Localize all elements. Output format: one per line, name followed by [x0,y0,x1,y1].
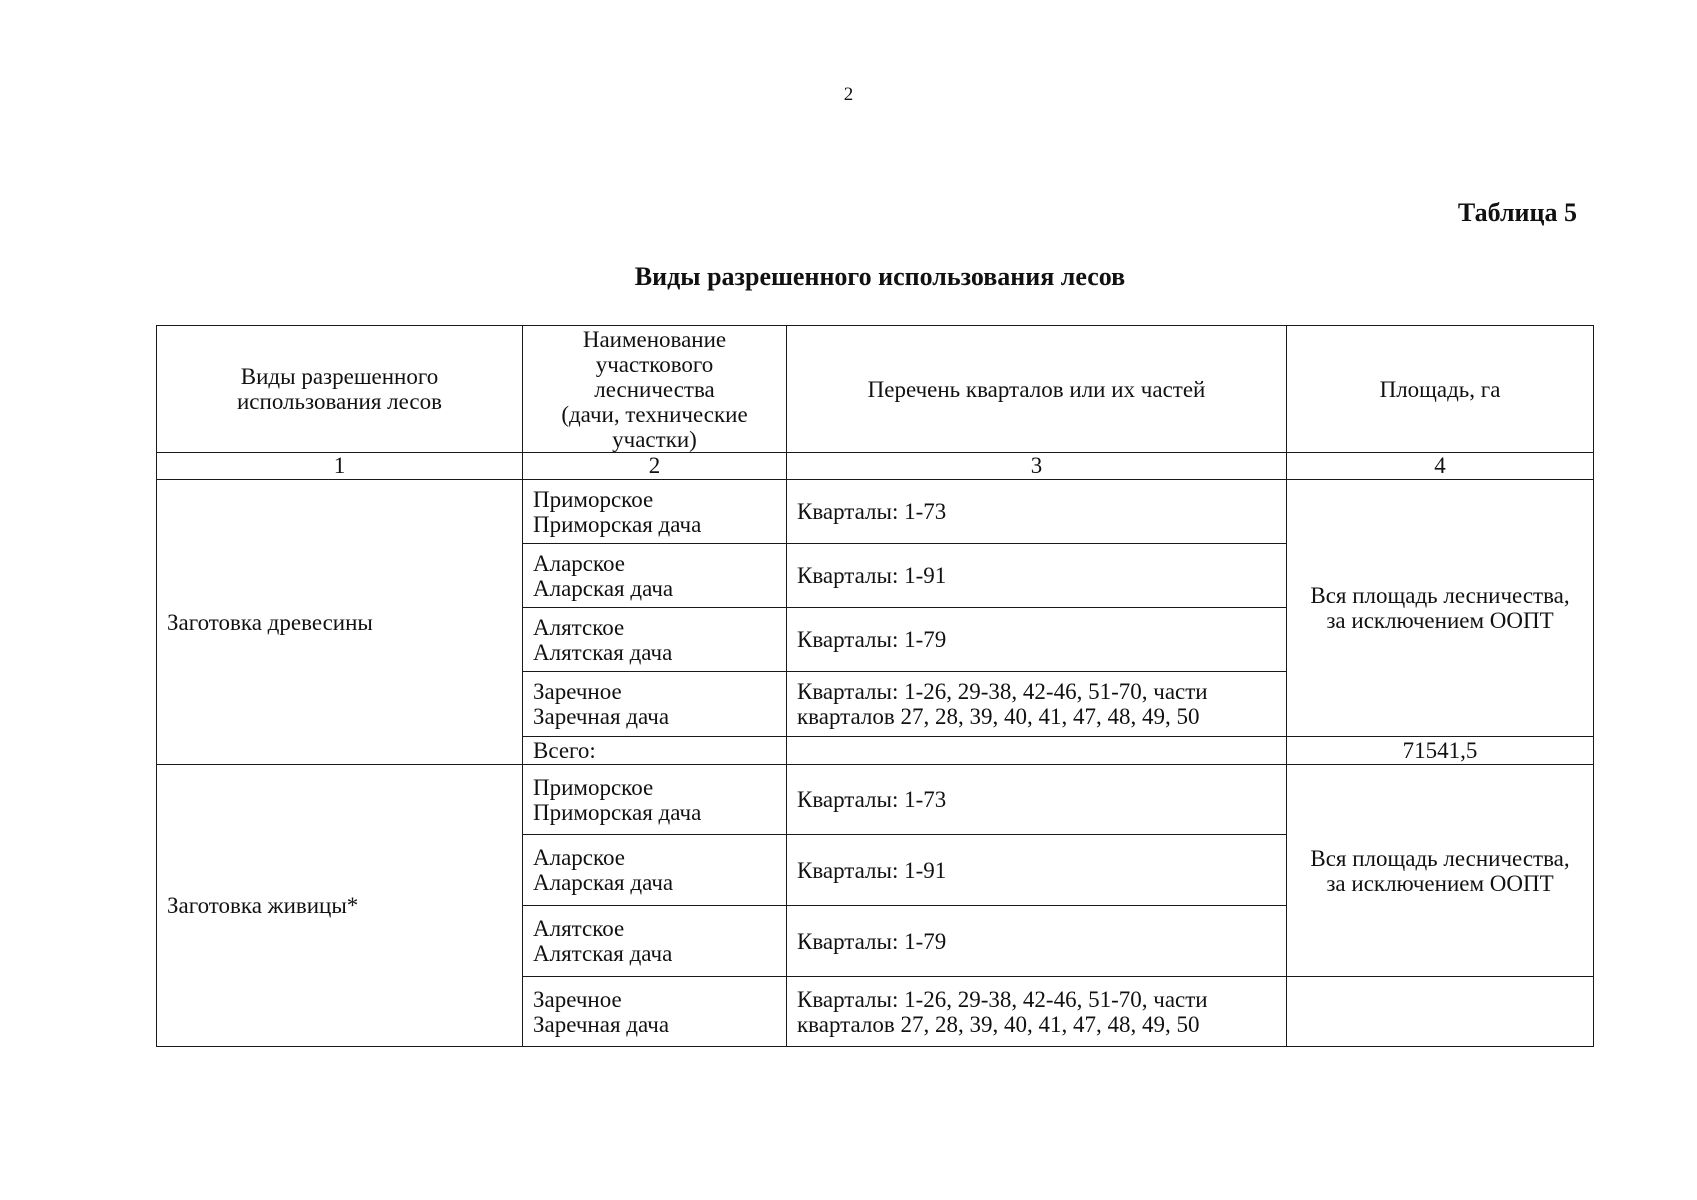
table-row [157,480,1594,544]
quarters-text: Кварталы: 1-79 [797,627,947,652]
dacha-name: Алятская дача [533,941,673,966]
column-number: 2 [523,453,787,480]
column-number-row [157,453,1594,480]
quarters-cell [787,765,1287,835]
header-forestry-line: лесничества [594,376,715,402]
table-row [157,765,1594,835]
forestry-cell [523,544,787,608]
forestry-cell [523,672,787,737]
quarters-text: Кварталы: 1-26, 29-38, 42-46, 51-70, части [797,986,1208,1012]
forestry-cell [523,480,787,544]
table-title: Виды разрешенного использования лесов [634,262,1126,291]
dacha-name: Приморская дача [533,511,702,537]
quarters-text: кварталов 27, 28, 39, 40, 41, 47, 48, 49, 50 [797,1011,1200,1037]
activity-cell: Заготовка живицы* [157,765,523,1047]
header-forestry-name [523,326,787,453]
dacha-name: Алятская дача [533,639,673,665]
area-note-line: за исключением ООПТ [1326,608,1554,633]
activity-cell: Заготовка древесины [157,480,523,765]
area-note-line: за исключением ООПТ [1326,870,1554,896]
forestry-name: Алятское [533,916,625,941]
area-note-cell [1287,765,1594,977]
area-note-line: Вся площадь лесничества, [1310,845,1570,871]
dacha-name: Заречная дача [533,1011,670,1037]
quarters-cell [787,672,1287,737]
area-empty-cell [1287,977,1594,1047]
table-number: Таблица 5 [1457,198,1577,227]
table-header-row [157,326,1594,453]
column-number: 3 [787,453,1287,480]
forestry-name: Аларское [533,550,625,576]
header-forestry-line: (дачи, технические [561,401,748,427]
forest-use-table [156,325,1594,1047]
quarters-cell [787,835,1287,906]
forestry-cell [523,765,787,835]
dacha-name: Аларская дача [533,870,674,895]
forestry-cell [523,906,787,977]
forestry-name: Аларское [533,845,625,870]
quarters-text: Кварталы: 1-79 [797,928,947,954]
area-note-cell [1287,480,1594,737]
header-forestry-line: Наименование [582,326,727,352]
total-label: Всего: [523,737,787,765]
forestry-cell [523,835,787,906]
header-forestry-line: участкового [595,351,714,377]
quarters-text: кварталов 27, 28, 39, 40, 41, 47, 48, 49, 50 [797,704,1200,729]
header-forestry-line: участки) [612,426,697,452]
header-quarters-list: Перечень кварталов или их частей [787,326,1287,453]
quarters-text: Кварталы: 1-91 [797,857,947,883]
forestry-name: Приморское [533,486,654,512]
quarters-text: Кварталы: 1-73 [797,499,947,524]
quarters-text: Кварталы: 1-26, 29-38, 42-46, 51-70, части [797,679,1208,704]
quarters-cell [787,977,1287,1047]
header-use-types-line: Виды разрешенного [240,364,439,389]
quarters-cell [787,480,1287,544]
quarters-cell [787,544,1287,608]
dacha-name: Заречная дача [533,704,670,729]
forestry-cell [523,608,787,672]
forestry-name: Алятское [533,614,625,640]
column-number: 1 [157,453,523,480]
forestry-name: Заречное [533,986,622,1012]
quarters-cell [787,608,1287,672]
area-note-line: Вся площадь лесничества, [1310,583,1570,608]
page-number: 2 [843,84,854,105]
forestry-name: Приморское [533,774,654,800]
forestry-name: Заречное [533,679,622,704]
header-area: Площадь, га [1287,326,1594,453]
forestry-cell [523,977,787,1047]
total-empty-cell [787,737,1287,765]
quarters-text: Кварталы: 1-91 [797,563,947,588]
quarters-cell [787,906,1287,977]
header-use-types-line: использования лесов [237,389,442,414]
quarters-text: Кварталы: 1-73 [797,787,947,812]
total-value: 71541,5 [1287,737,1594,765]
column-number: 4 [1287,453,1594,480]
dacha-name: Приморская дача [533,799,702,825]
dacha-name: Аларская дача [533,575,674,601]
header-use-types [157,326,523,453]
